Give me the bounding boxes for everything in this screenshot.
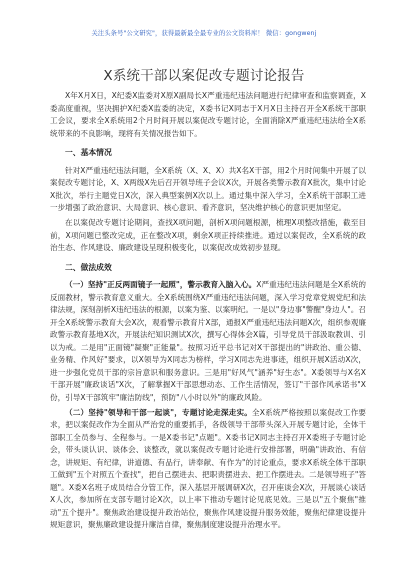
- body-paragraph: [50, 217, 366, 255]
- paragraph-text: X严重违纪违法问题是全X系统的反面教材，警示教育意义重大。全X系统围绕X严重违纪违法问题，深入学习党章党规党纪和法律法规，深刻剖析X违纪违法的根源，以案为鉴、以案明纪。一是以"身边事"警醒"身边人"。召开全X系统警示教育大会X次，观看警示教育片X部，通报X严重违纪违法问题X次，组织参观廉政警示教育基地X次，开展法纪知识测试X次，撰写心得体会X篇，引导党员干部汲取教训、引以为戒。二是用"正面镜"凝聚"正能量"。按照习近平总书记对X干部提出的"讲政治、重公德、业务精、作风好"要求，以X领导为X同志为榜样，学习X同志先进事迹，组织开展X活动X次，进一步强化党员干部的宗旨意识和服务意识。三是用"好风气"涵养"好生态"。X委领导与X名X干部开展"廉政谈话"X次，了解掌握X干部思想动态、工作生活情况，签订"干部作风承诺书"X份，引导X干部筑牢"廉洁防线"，预防"八小时以外"的廉政风险。: [50, 280, 366, 402]
- paragraph-text: 在以案促改专题讨论期间，查找X项问题，剖析X项问题根源，梳理X项整改措施，截至目前，X项问题已整改完成，正在整改X项，剩余X项正持续推进。通过以案促改，全X系统的政治生态、作风建设、廉政建设呈现积极变化，以案促改成效初步显现。: [50, 218, 366, 252]
- body-paragraph: [50, 279, 366, 404]
- document-title: X系统干部以案促改专题讨论报告: [103, 68, 305, 84]
- body-paragraph: [50, 90, 366, 140]
- paragraph-lead: （二）坚持"领导和干部一起谈"，专题讨论走深走实。: [65, 407, 252, 417]
- section-heading: 二、做法成效: [65, 262, 112, 272]
- body-paragraph: [50, 165, 366, 215]
- header-banner: 关注头条号"公文研究"，获得最新最全最专业的公文资料库！ 微信：gongwenj: [91, 30, 317, 37]
- section-heading: 一、基本情况: [65, 148, 112, 157]
- paragraph-text: 全X系统严格按照以案促改工作要求，把以案促改作为全面从严治党的重要抓手，各级领导干部带头深入开展专题讨论，全体干部职工全员参与、全程参与。一是X委书记"点题"。X委书记X同志主持召开X委班子专题讨论会，带头谈认识、谈体会、谈整改，就以案促改专题讨论进行安排部署，明确"讲政治、有信念，讲规矩、有纪律，讲道德、有品行，讲奉献、有作为"的讨论重点，要求X系统全体干部职工做到"五个对照五个查找"，把自己摆进去、把职责摆进去、把工作摆进去。二是领导班子"答题"。X委X名班子成员结合分管工作，深入基层开展调研X次，召开座谈会X次，开展谈心谈话X人次，参加所在支部专题讨论X次，以上率下推动专题讨论见底见效。三是以"五个聚焦"推动"五个提升"。聚焦政治建设提升政治站位，聚焦作风建设提升服务效能，聚焦纪律建设提升规矩意识，聚焦廉政建设提升廉洁自律，聚焦制度建设提升治理水平。: [50, 407, 366, 529]
- document-body: [50, 90, 366, 570]
- paragraph-text: X年X月X日，X纪委X监委对X原X副局长X严重违纪违法问题进行纪律审查和监察调查，X委高度重视，坚决拥护X纪委X监委的决定，X委书记X同志于X月X日主持召开全X系统干部职工会议，要求全X系统用2个月时间开展以案促改专题讨论，全面消除X严重违纪违法给全X系统带来的不良影响，现将有关情况报告如下。: [50, 91, 366, 138]
- body-paragraph: [50, 407, 366, 532]
- paragraph-lead: （一）坚持"正反两面镜子一起照"，警示教育入脑入心。: [65, 280, 257, 289]
- paragraph-text: 针对X严重违纪违法问题，全X系统（X、X、X）共X名X干部，用2个月时间集中开展了以案促改专题讨论，X、X两级X先后召开领导班子会议X次，开展各类警示教育X批次，集中讨论X批次，举行主题党日X次，深入典型案例X次以上。通过集中深入学习，全X系统干部职工进一步增强了政治意识、大局意识、核心意识、看齐意识，坚决维护核心的意识更加坚定。: [50, 165, 366, 212]
